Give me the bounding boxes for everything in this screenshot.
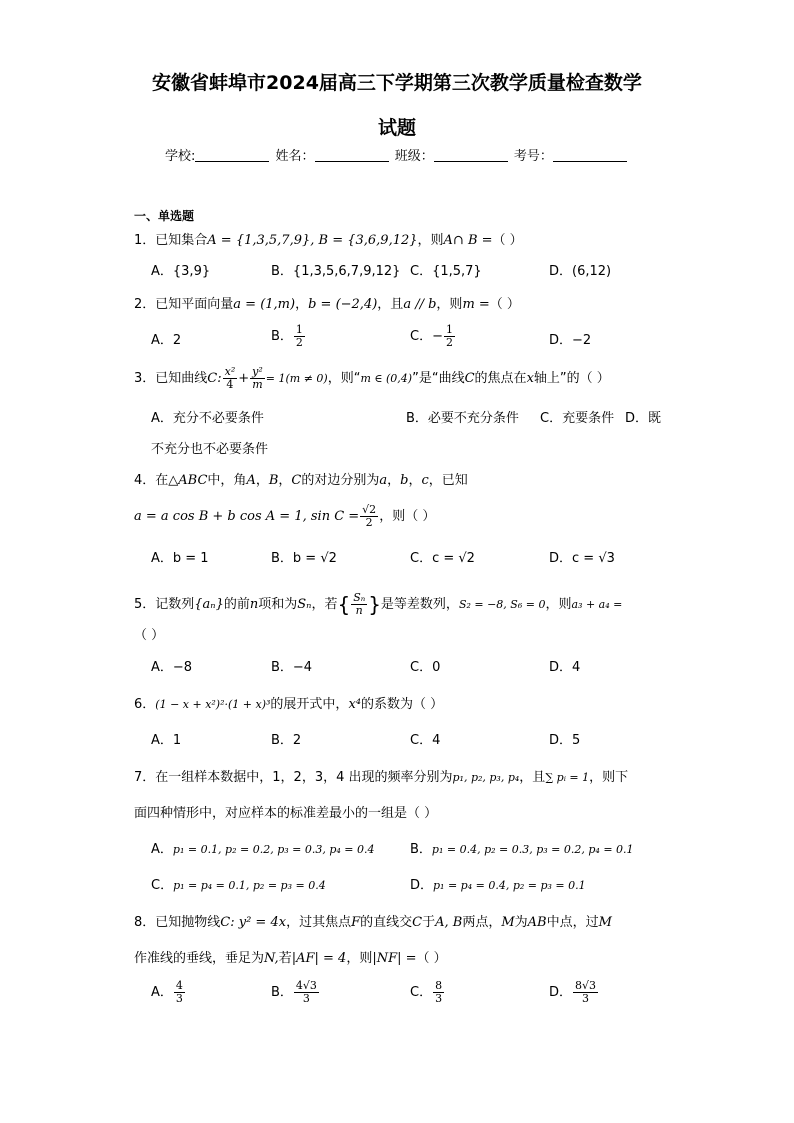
- question-3-option-d[interactable]: D．既: [625, 411, 662, 426]
- section-heading: 一、单选题: [134, 209, 195, 223]
- question-8-stem: 8．已知抛物线C: y² = 4x，过其焦点F的直线交C于A, B两点，M为AB中点，过M: [134, 915, 612, 930]
- question-5-option-b[interactable]: B．−4: [271, 660, 313, 675]
- exam-title-continued: 试题: [377, 117, 416, 139]
- class-label: 班级：: [394, 149, 434, 164]
- question-2-option-d[interactable]: D．−2: [549, 333, 592, 348]
- question-3-option-d-continued: 不充分也不必要条件: [151, 442, 269, 457]
- question-5-stem: 5．记数列{aₙ}的前n项和为Sₙ，若{ $\frac{\text{Sₙ}}{n}$ }是等差数列，S₂ = −8, S₆ = 0，则a₃ + a₄ =: [134, 591, 623, 617]
- question-7-option-a[interactable]: A．p₁ = 0.1, p₂ = 0.2, p₃ = 0.3, p₄ = 0.4: [151, 842, 375, 857]
- fraction: $\frac{1}{2}$: [295, 323, 303, 349]
- question-4-option-c[interactable]: C．c = √2: [410, 551, 475, 566]
- question-4-stem: 4．在△ABC中，角A，B，C的对边分别为a，b，c，已知: [134, 473, 468, 488]
- question-2-option-b[interactable]: B． $\frac{1}{2}$: [271, 323, 303, 349]
- question-7-stem-continued: 面四种情形中，对应样本的标准差最小的一组是（ ）: [134, 806, 438, 821]
- question-2-option-c[interactable]: C．− $\frac{1}{2}$: [410, 323, 453, 349]
- question-6-option-c[interactable]: C．4: [410, 733, 441, 748]
- question-7-option-b[interactable]: B．p₁ = 0.4, p₂ = 0.3, p₃ = 0.2, p₄ = 0.1: [410, 842, 634, 857]
- question-3-option-c[interactable]: C．充要条件: [540, 411, 615, 426]
- question-4-option-a[interactable]: A．b = 1: [151, 551, 209, 566]
- question-4-option-d[interactable]: D．c = √3: [549, 551, 615, 566]
- question-5-paren: （ ）: [134, 628, 165, 643]
- question-4-option-b[interactable]: B．b = √2: [271, 551, 337, 566]
- number-label: 考号：: [513, 149, 553, 164]
- student-info-line: [165, 145, 629, 164]
- question-3-option-b[interactable]: B．必要不充分条件: [406, 411, 519, 426]
- question-1-stem: 1．已知集合A = {1,3,5,7,9}, B = {3,6,9,12}，则A∩ B =（ ）: [134, 233, 523, 248]
- question-7-option-d[interactable]: D．p₁ = p₄ = 0.4, p₂ = p₃ = 0.1: [410, 878, 586, 893]
- question-8-option-d[interactable]: D． $\frac{8√3}{3}$: [549, 979, 597, 1005]
- question-8-stem-continued: 作准线的垂线，垂足为N,若|AF| = 4，则|NF| =（ ）: [134, 951, 447, 966]
- question-6-option-d[interactable]: D．5: [549, 733, 581, 748]
- fraction: $\frac{1}{2}$: [445, 323, 453, 349]
- class-blank[interactable]: [434, 149, 508, 162]
- number-blank[interactable]: [553, 149, 627, 162]
- school-blank[interactable]: [195, 149, 269, 162]
- question-5-option-c[interactable]: C．0: [410, 660, 441, 675]
- question-1-option-c[interactable]: C．{1,5,7}: [410, 264, 482, 279]
- question-3-option-a[interactable]: A．充分不必要条件: [151, 411, 264, 426]
- question-8-option-a[interactable]: A． $\frac{4}{3}$: [151, 979, 183, 1005]
- question-4-condition: a = a cos B + b cos A = 1, sin C = $\frac{√2}{2}$ ，则（ ）: [134, 503, 436, 529]
- question-6-option-a[interactable]: A．1: [151, 733, 182, 748]
- question-5-option-a[interactable]: A．−8: [151, 660, 193, 675]
- exam-title: 安徽省蚌埠市2024届高三下学期第三次教学质量检查数学: [152, 72, 642, 94]
- question-2-stem: 2．已知平面向量a = (1,m)，b = (−2,4)，且a // b，则m =（ ）: [134, 297, 520, 312]
- question-7-stem: 7．在一组样本数据中，1，2，3，4 出现的频率分别为p₁, p₂, p₃, p₄，且∑ pᵢ = 1，则下: [134, 770, 629, 785]
- question-7-option-c[interactable]: C．p₁ = p₄ = 0.1, p₂ = p₃ = 0.4: [151, 878, 326, 893]
- question-2-option-a[interactable]: A．2: [151, 333, 182, 348]
- name-blank[interactable]: [315, 149, 389, 162]
- question-5-option-d[interactable]: D．4: [549, 660, 581, 675]
- question-3-stem: 3．已知曲线C: $\frac{\text{x²}}{4}$ + $\frac{\text{y²}}{m}$ = 1(m ≠ 0)，则“m ∈ (0,4)”是“曲线C的焦点在x轴上”的（ ）: [134, 365, 610, 391]
- name-label: 姓名：: [275, 149, 315, 164]
- question-6-option-b[interactable]: B．2: [271, 733, 302, 748]
- question-6-stem: 6．(1 − x + x²)²·(1 + x)³的展开式中，x⁴的系数为（ ）: [134, 697, 444, 712]
- school-label: 学校:: [165, 149, 196, 164]
- question-1-option-a[interactable]: A．{3,9}: [151, 264, 211, 279]
- question-1-option-b[interactable]: B．{1,3,5,6,7,9,12}: [271, 264, 401, 279]
- question-8-option-b[interactable]: B． $\frac{4√3}{3}$: [271, 979, 317, 1005]
- question-8-option-c[interactable]: C． $\frac{8}{3}$: [410, 979, 443, 1005]
- question-1-option-d[interactable]: D．(6,12): [549, 264, 612, 279]
